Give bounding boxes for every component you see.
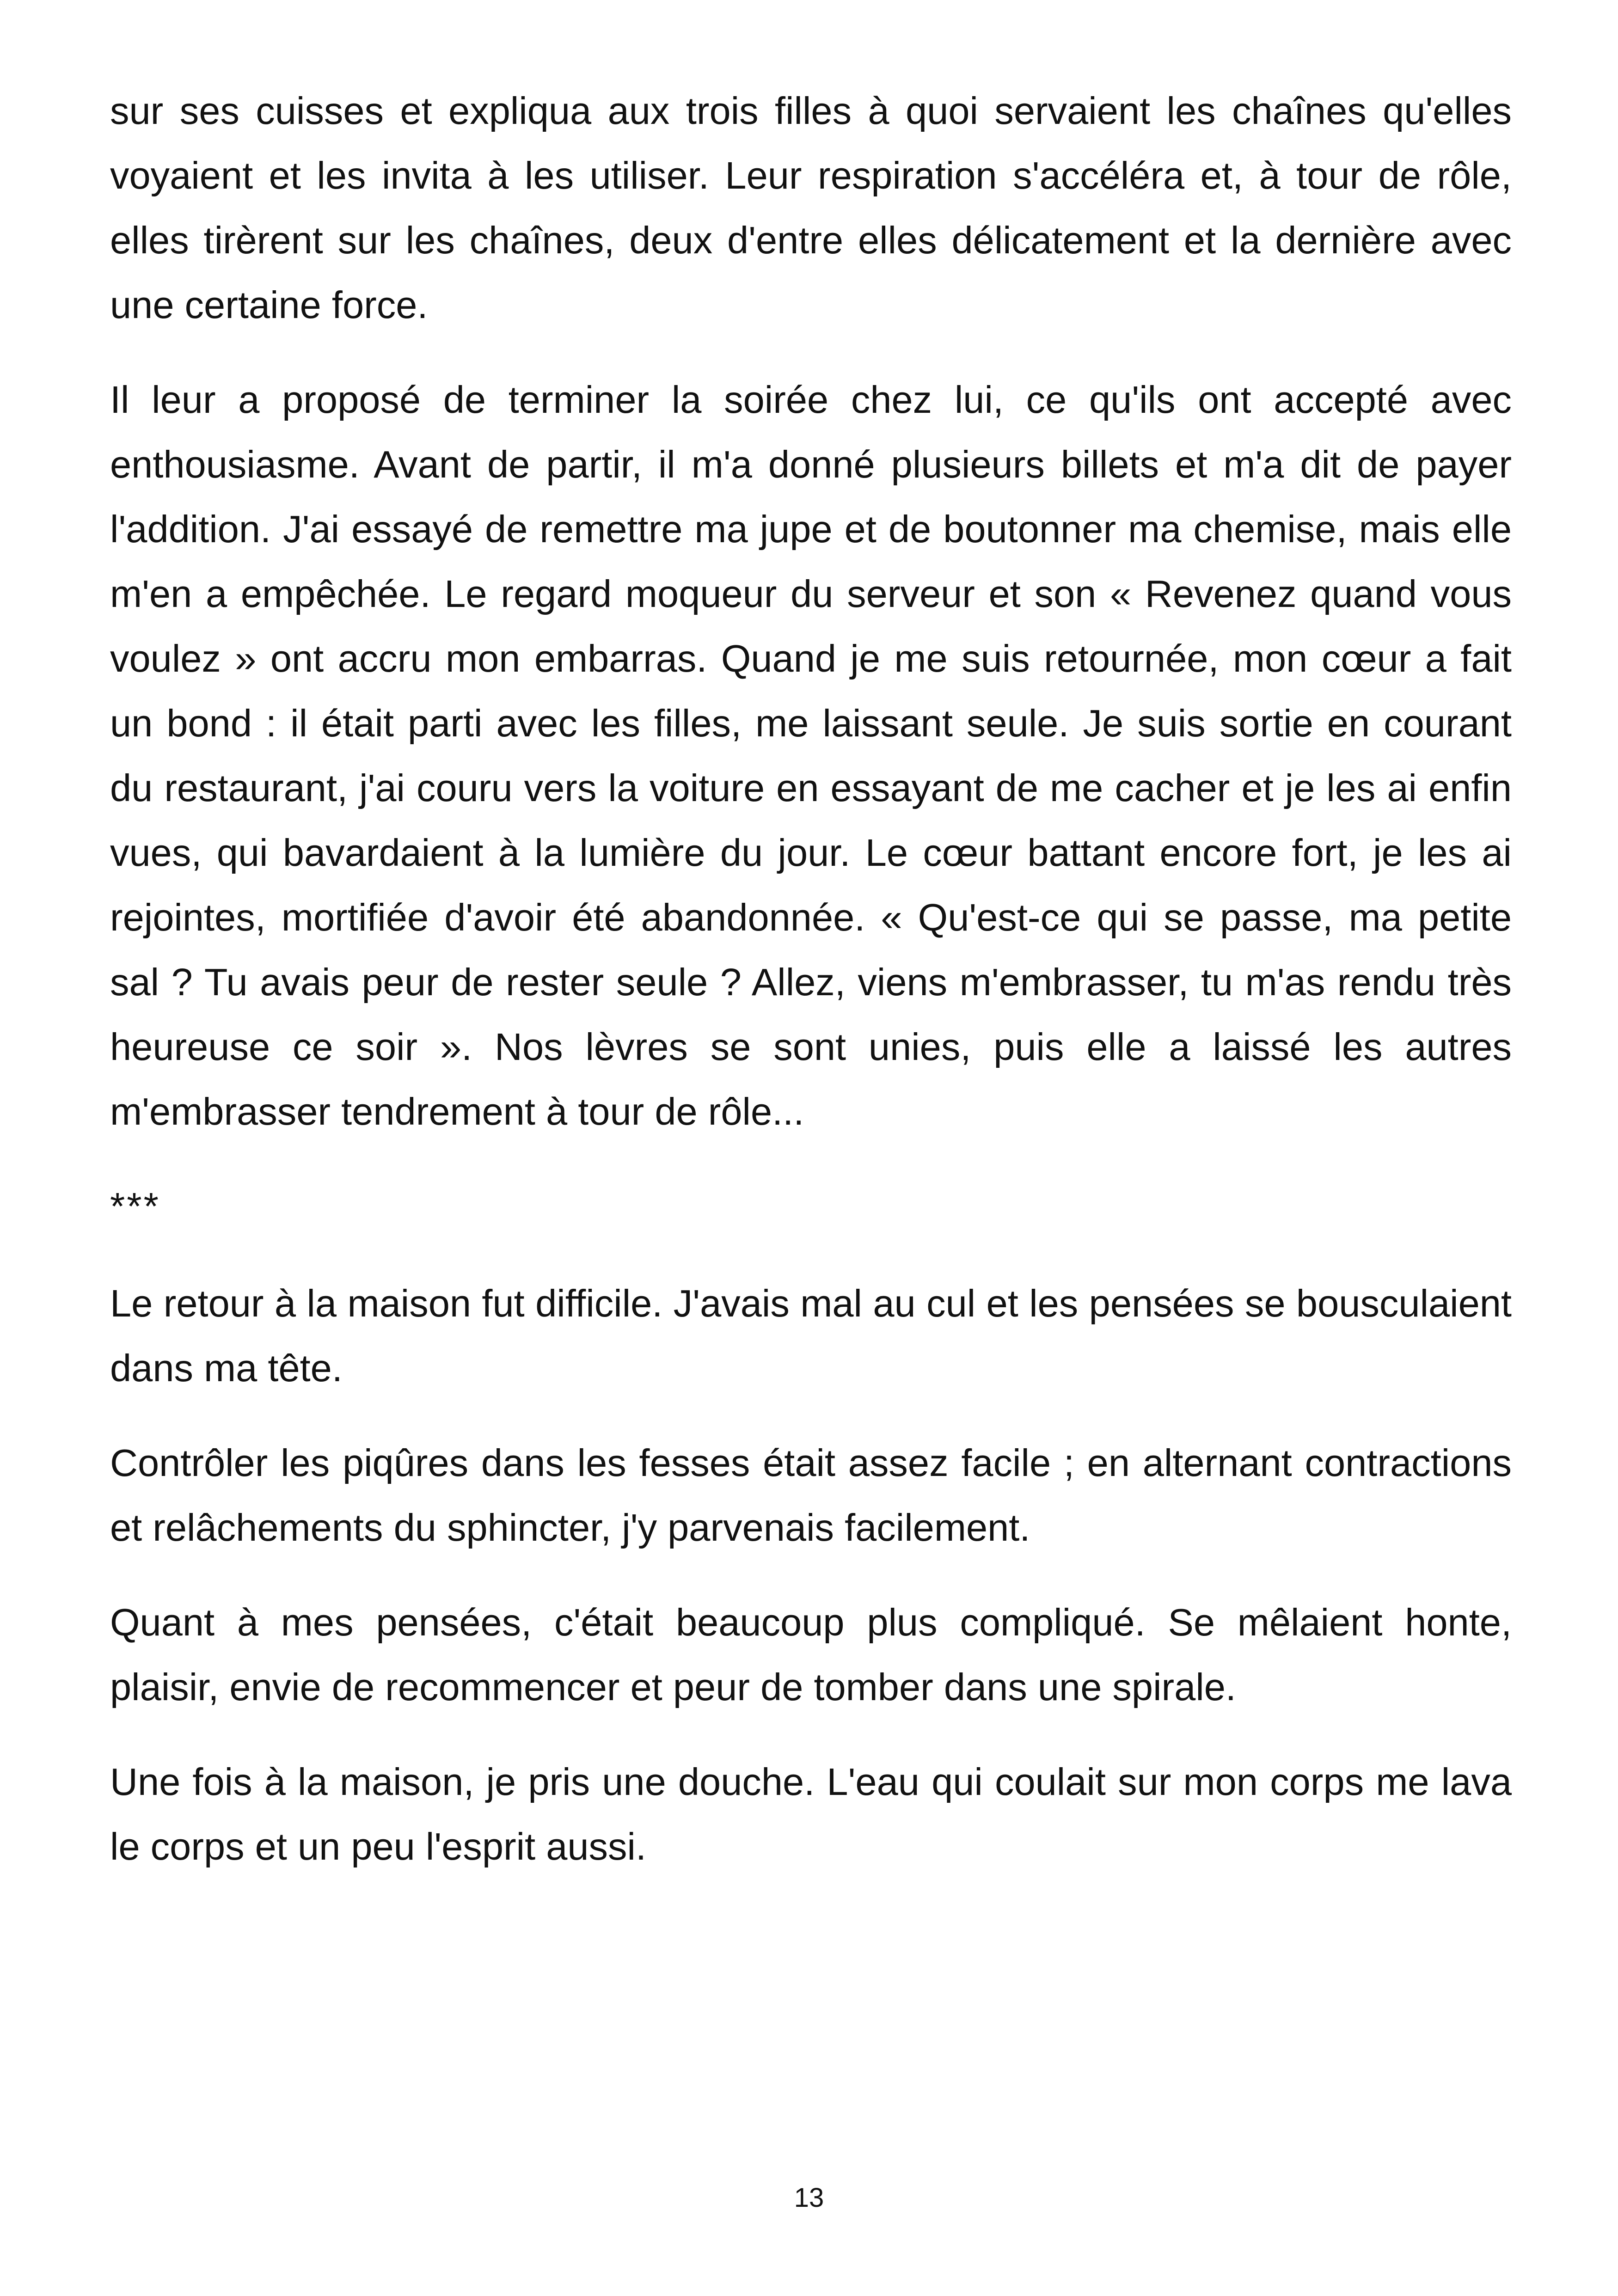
- paragraph-6: Une fois à la maison, je pris une douche. L'eau qui coulait sur mon corps me lava le corps et un peu l'esprit aussi.: [110, 1760, 1512, 1868]
- paragraph-5: Quant à mes pensées, c'était beaucoup plus compliqué. Se mêlaient honte, plaisir, envie de recommencer et peur de tomber dans une spirale.: [110, 1601, 1512, 1708]
- paragraph-2: Il leur a proposé de terminer la soirée chez lui, ce qu'ils ont accepté avec enthousiasme. Avant de partir, il m'a donné plusieurs billets et m'a dit de payer l'addition. J'ai essayé de remettre ma jupe et de boutonner ma chemise, mais elle m'en a empêchée. Le regard moqueur du serveur et son « Revenez quand vous voulez » ont accru mon embarras. Quand je me suis retournée, mon cœur a fait un bond : il était parti avec les filles, me laissant seule. Je suis sortie en courant du restaurant, j'ai couru vers la voiture en essayant de me cacher et je les ai enfin vues, qui bavardaient à la lumière du jour. Le cœur battant encore fort, je les ai rejointes, mortifiée d'avoir été abandonnée. « Qu'est-ce qui se passe, ma petite sal ? Tu avais peur de rester seule ? Allez, viens m'embrasser, tu m'as rendu très heureuse ce soir ». Nos lèvres se sont unies, puis elle a laissé les autres m'embrasser tendrement à tour de rôle...: [110, 378, 1512, 1133]
- body-text: [110, 79, 1512, 1909]
- paragraph-4: Contrôler les piqûres dans les fesses était assez facile ; en alternant contractions et relâchements du sphincter, j'y parvenais facilement.: [110, 1441, 1512, 1549]
- section-separator: ***: [110, 1185, 160, 1228]
- page-number: 13: [794, 2183, 824, 2213]
- paragraph-1: sur ses cuisses et expliqua aux trois filles à quoi servaient les chaînes qu'elles voyaient et les invita à les utiliser. Leur respiration s'accéléra et, à tour de rôle, elles tirèrent sur les chaînes, deux d'entre elles délicatement et la dernière avec une certaine force.: [110, 89, 1512, 326]
- paragraph-3: Le retour à la maison fut difficile. J'avais mal au cul et les pensées se bousculaient dans ma tête.: [110, 1282, 1512, 1390]
